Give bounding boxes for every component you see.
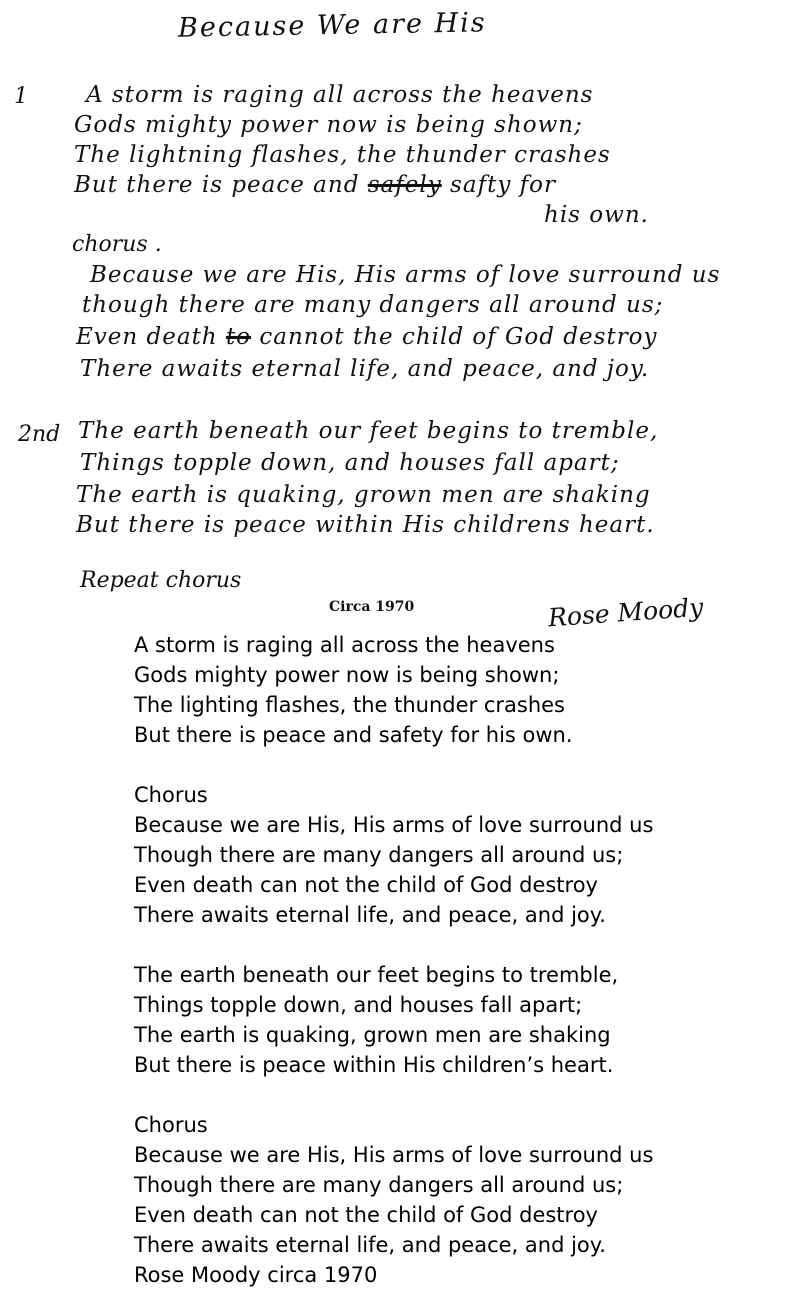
handwritten-verse2-line1: The earth beneath our feet begins to tremble,: [78, 418, 659, 444]
verse2-line: Things topple down, and houses fall apart;: [134, 993, 583, 1017]
handwritten-verse2-line2: Things topple down, and houses fall apart;: [80, 450, 620, 476]
chorus-label: Chorus: [134, 1113, 208, 1137]
chorus-line: Even death can not the child of God destroy: [134, 1203, 598, 1227]
handwritten-verse1-line3: The lightning flashes, the thunder crashes: [74, 142, 611, 168]
verse1-line: The lighting flashes, the thunder crashes: [134, 693, 566, 717]
chorus-line: Though there are many dangers all around us;: [134, 843, 624, 867]
verse2-line: The earth is quaking, grown men are shaking: [134, 1023, 611, 1047]
handwritten-chorus-line4: There awaits eternal life, and peace, and joy.: [80, 356, 650, 382]
verse-marker-2: 2nd: [18, 422, 61, 447]
verse2-line: But there is peace within His children’s heart.: [134, 1053, 614, 1077]
handwritten-verse1-line4: But there is peace and safely safty for: [74, 172, 556, 198]
verse-marker-1: 1: [14, 84, 28, 109]
verse1-line: Gods mighty power now is being shown;: [134, 663, 560, 687]
chorus-line: There awaits eternal life, and peace, and joy.: [134, 903, 606, 927]
stanza-gap: [134, 750, 784, 780]
chorus-line: Even death can not the child of God destroy: [134, 873, 598, 897]
circa-caption: Circa 1970: [329, 599, 415, 615]
handwritten-lyrics-scan: [0, 0, 800, 600]
verse1-line: A storm is raging all across the heavens: [134, 633, 555, 657]
chorus-line: Because we are His, His arms of love surround us: [134, 813, 654, 837]
footer-attribution: Rose Moody circa 1970: [134, 1263, 378, 1287]
stanza-gap: [134, 1080, 784, 1110]
chorus-line: There awaits eternal life, and peace, and joy.: [134, 1233, 606, 1257]
struck-word: safely: [367, 172, 442, 198]
handwritten-chorus-line1: Because we are His, His arms of love surround us: [90, 262, 721, 288]
handwritten-verse1-line1: A storm is raging all across the heavens: [86, 82, 594, 108]
typed-transcription: [134, 630, 784, 1290]
handwritten-chorus-line2: though there are many dangers all around us;: [82, 292, 664, 318]
chorus-line: Though there are many dangers all around us;: [134, 1173, 624, 1197]
handwritten-repeat-chorus: Repeat chorus: [80, 568, 242, 593]
handwritten-chorus-label: chorus .: [72, 232, 162, 257]
handwritten-title: Because We are His: [177, 7, 487, 44]
handwritten-verse2-line4: But there is peace within His childrens heart.: [76, 512, 655, 538]
stanza-gap: [134, 930, 784, 960]
handwritten-signature: Rose Moody: [547, 592, 705, 633]
verse2-line: The earth beneath our feet begins to tremble,: [134, 963, 619, 987]
handwritten-verse2-line3: The earth is quaking, grown men are shaking: [76, 482, 651, 508]
handwritten-verse1-line5: his own.: [544, 202, 649, 228]
handwritten-chorus-line3: Even death to cannot the child of God destroy: [76, 324, 658, 350]
verse1-line: But there is peace and safety for his own.: [134, 723, 573, 747]
handwritten-verse1-line2: Gods mighty power now is being shown;: [74, 112, 583, 138]
struck-word: to: [225, 324, 252, 350]
chorus-label: Chorus: [134, 783, 208, 807]
chorus-line: Because we are His, His arms of love surround us: [134, 1143, 654, 1167]
